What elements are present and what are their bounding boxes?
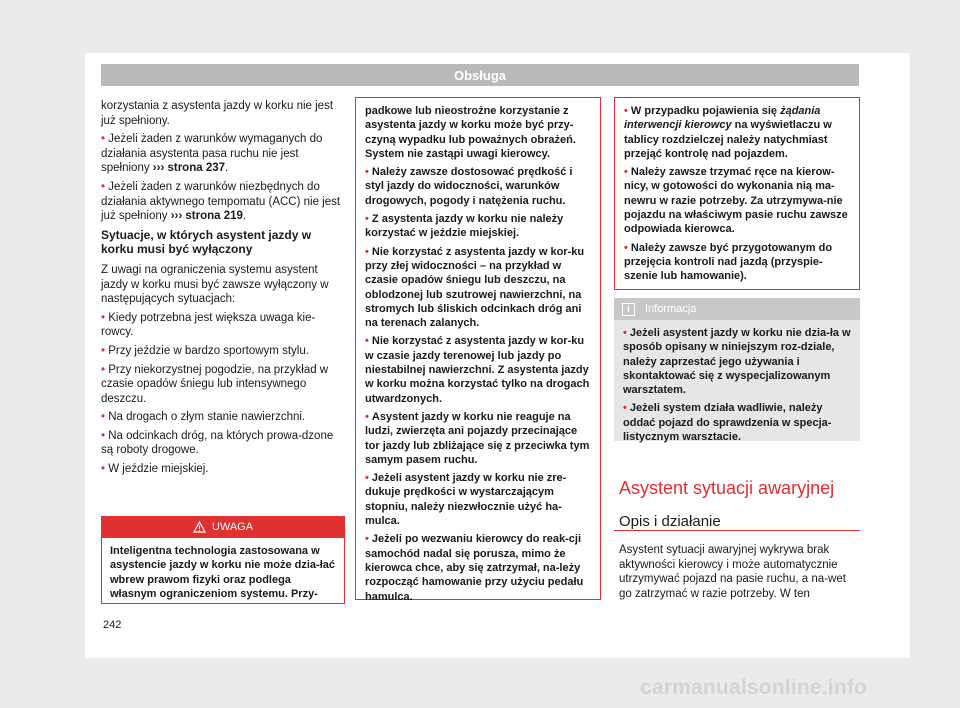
list-item xyxy=(101,344,341,359)
watermark: carmanualsonline.info xyxy=(640,676,868,699)
paragraph: Z uwagi na ograniczenia systemu asystent jazdy w korku musi być zawsze wyłączony w następujących sytuacjach: xyxy=(101,263,329,306)
page-link[interactable]: ››› strona 219 xyxy=(170,210,243,223)
list-item xyxy=(624,165,850,236)
page-link[interactable]: ››› strona 237 xyxy=(152,162,226,175)
list-item xyxy=(623,326,851,397)
warning-text: Inteligentna technologia zastosowana w asystencie jazdy w korku nie może dzia-łać wbrew prawom fizyki oraz podlega własnym ograniczeniom systemu. Przy- xyxy=(110,545,335,601)
column-left xyxy=(101,99,341,481)
list-item xyxy=(101,363,341,407)
list-item xyxy=(623,401,851,444)
section-text: Asystent sytuacji awaryjnej wykrywa brak aktywności kierowcy i może automatycznie utrzymywać pojazd na pasie ruchu, a na-wet go zatrzymać w razie potrzeby. W ten xyxy=(619,544,846,600)
header-title: Obsługa xyxy=(453,67,506,83)
list-item xyxy=(365,471,591,528)
list-item-text: Na drogach o złym stanie nawierzchni. xyxy=(108,411,306,424)
warning-box-continued xyxy=(355,97,601,603)
info-icon: i xyxy=(622,303,635,316)
list-item-text: Jeżeli asystent jazdy w korku nie zre-dukuje prędkości w wystarczającym stopniu, należy niezwłocznie użyć ha-mulca. xyxy=(365,472,567,528)
list-item-text: Nie korzystać z asystenta jazdy w kor-ku w czasie jazdy terenowej lub jazdy po niestabilnej nawierzchni. Z asystenta jazdy w korku można korzystać tylko na drogach utwardzonych. xyxy=(365,335,590,405)
list-item xyxy=(624,241,850,284)
intro-text: korzystania z asystenta jazdy w korku nie jest już spełniony. xyxy=(101,100,334,127)
list-item xyxy=(365,532,591,603)
list-item-text: Jeżeli żaden z warunków wymaganych do działania asystenta pasa ruchu nie jest spełniony xyxy=(101,133,323,175)
page-number: 242 xyxy=(103,619,122,631)
list-item-text: W jeździe miejskiej. xyxy=(108,463,209,476)
list-item xyxy=(365,212,591,241)
warning-icon xyxy=(193,521,206,533)
list-item-text: Jeżeli system działa wadliwie, należy oddać pojazd do sprawdzenia w specja-listycznym warsztacie. xyxy=(623,402,832,444)
warning-title: UWAGA xyxy=(211,521,254,533)
list-item xyxy=(365,334,591,405)
section-subtitle: Opis i działanie xyxy=(619,513,721,530)
section-title: Asystent sytuacji awaryjnej xyxy=(619,478,835,498)
list-item xyxy=(365,245,591,331)
emphasis-text: żądania interwencji kierowcy xyxy=(624,105,821,132)
warning-header xyxy=(102,516,344,538)
list-item xyxy=(101,462,341,477)
list-item-text: Jeżeli po wezwaniu kierowcy do reak-cji samochód nadal się porusza, mimo że kierowca chce, aby się zatrzymał, na-leży rozpocząć hamowanie przy użyciu pedału hamulca. xyxy=(365,533,584,603)
list-item-text: Nie korzystać z asystenta jazdy w kor-ku przy złej widoczności – na przykład w czasie opadów śniegu lub deszczu, na oblodzonej lub szutrowej nawierzchni, na stromych lub śliskich odcinkach dróg ani na terenach zalanych. xyxy=(365,245,585,330)
section-divider xyxy=(614,530,860,531)
list-item-text: Należy zawsze trzymać ręce na kierow-nicy, w gotowości do wykonania nią ma-newru w razie potrzeby. Za utrzymywa-nie pojazdu na właściwym pasie ruchu zawsze odpowiada kierowca. xyxy=(624,166,848,236)
list-item xyxy=(101,132,341,176)
subsection-heading: Sytuacje, w których asystent jazdy w korku musi być wyłączony xyxy=(101,227,312,257)
list-item-text: Z asystenta jazdy w korku nie należy korzystać w jeździe miejskiej. xyxy=(365,213,564,240)
list-item-text: Na odcinkach dróg, na których prowa-dzone są roboty drogowe. xyxy=(101,429,334,457)
list-item xyxy=(101,410,341,425)
list-item-text: Jeżeli asystent jazdy w korku nie dzia-ła w sposób opisany w niniejszym roz-dziale, należy zaprzestać jego używania i skontaktować się z wyspecjalizowanym warsztatem. xyxy=(623,327,851,397)
list-item-text: W przypadku pojawienia się xyxy=(630,105,781,117)
list-item xyxy=(101,180,341,224)
warning-intro: padkowe lub nieostrożne korzystanie z asystenta jazdy w korku może być przy-czyną wypadku lub poważnych obrażeń. System nie zastąpi uwagi kierowcy. xyxy=(365,105,576,160)
list-item-text: Kiedy potrzebna jest większa uwaga kie-rowcy. xyxy=(101,311,316,339)
list-item xyxy=(365,410,591,467)
list-item-tail: . xyxy=(225,162,229,175)
list-item xyxy=(101,429,341,458)
info-box xyxy=(614,298,860,444)
list-item-text: Jeżeli żaden z warunków niezbędnych do działania aktywnego tempomatu (ACC) nie jest już spełniony xyxy=(101,180,341,223)
list-item-text: Należy zawsze być przygotowanym do przejęcia kontroli nad jazdą (przyspie-szenie lub hamowanie). xyxy=(624,241,833,283)
list-item-text: Przy niekorzystnej pogodzie, na przykład w czasie opadów śniegu lub intensywnego deszczu. xyxy=(101,363,329,405)
list-item xyxy=(365,165,591,208)
info-text xyxy=(614,320,860,454)
list-item xyxy=(101,311,341,340)
page-header xyxy=(101,64,859,86)
list-item-text: Przy jeździe w bardzo sportowym stylu. xyxy=(108,344,309,357)
list-item-tail: . xyxy=(242,210,247,223)
warning-box-continued-2 xyxy=(614,97,860,290)
warning-box xyxy=(101,516,345,604)
list-item xyxy=(624,104,850,161)
list-item-text: na wyświetlaczu w tablicy rozdzielczej należy natychmiast przejąć kontrolę nad pojazdem. xyxy=(624,119,832,160)
list-item-text: Asystent jazdy w korku nie reaguje na ludzi, zwierzęta ani pojazdy przecinające tor jazdy lub zbliżające się z przeciwka tym samym pasem ruchu. xyxy=(365,410,590,466)
list-item-text: Należy zawsze dostosować prędkość i styl jazdy do widoczności, warunków drogowych, pogody i natężenia ruchu. xyxy=(365,166,573,207)
info-title: Informacja xyxy=(645,303,697,315)
info-header xyxy=(614,298,860,320)
